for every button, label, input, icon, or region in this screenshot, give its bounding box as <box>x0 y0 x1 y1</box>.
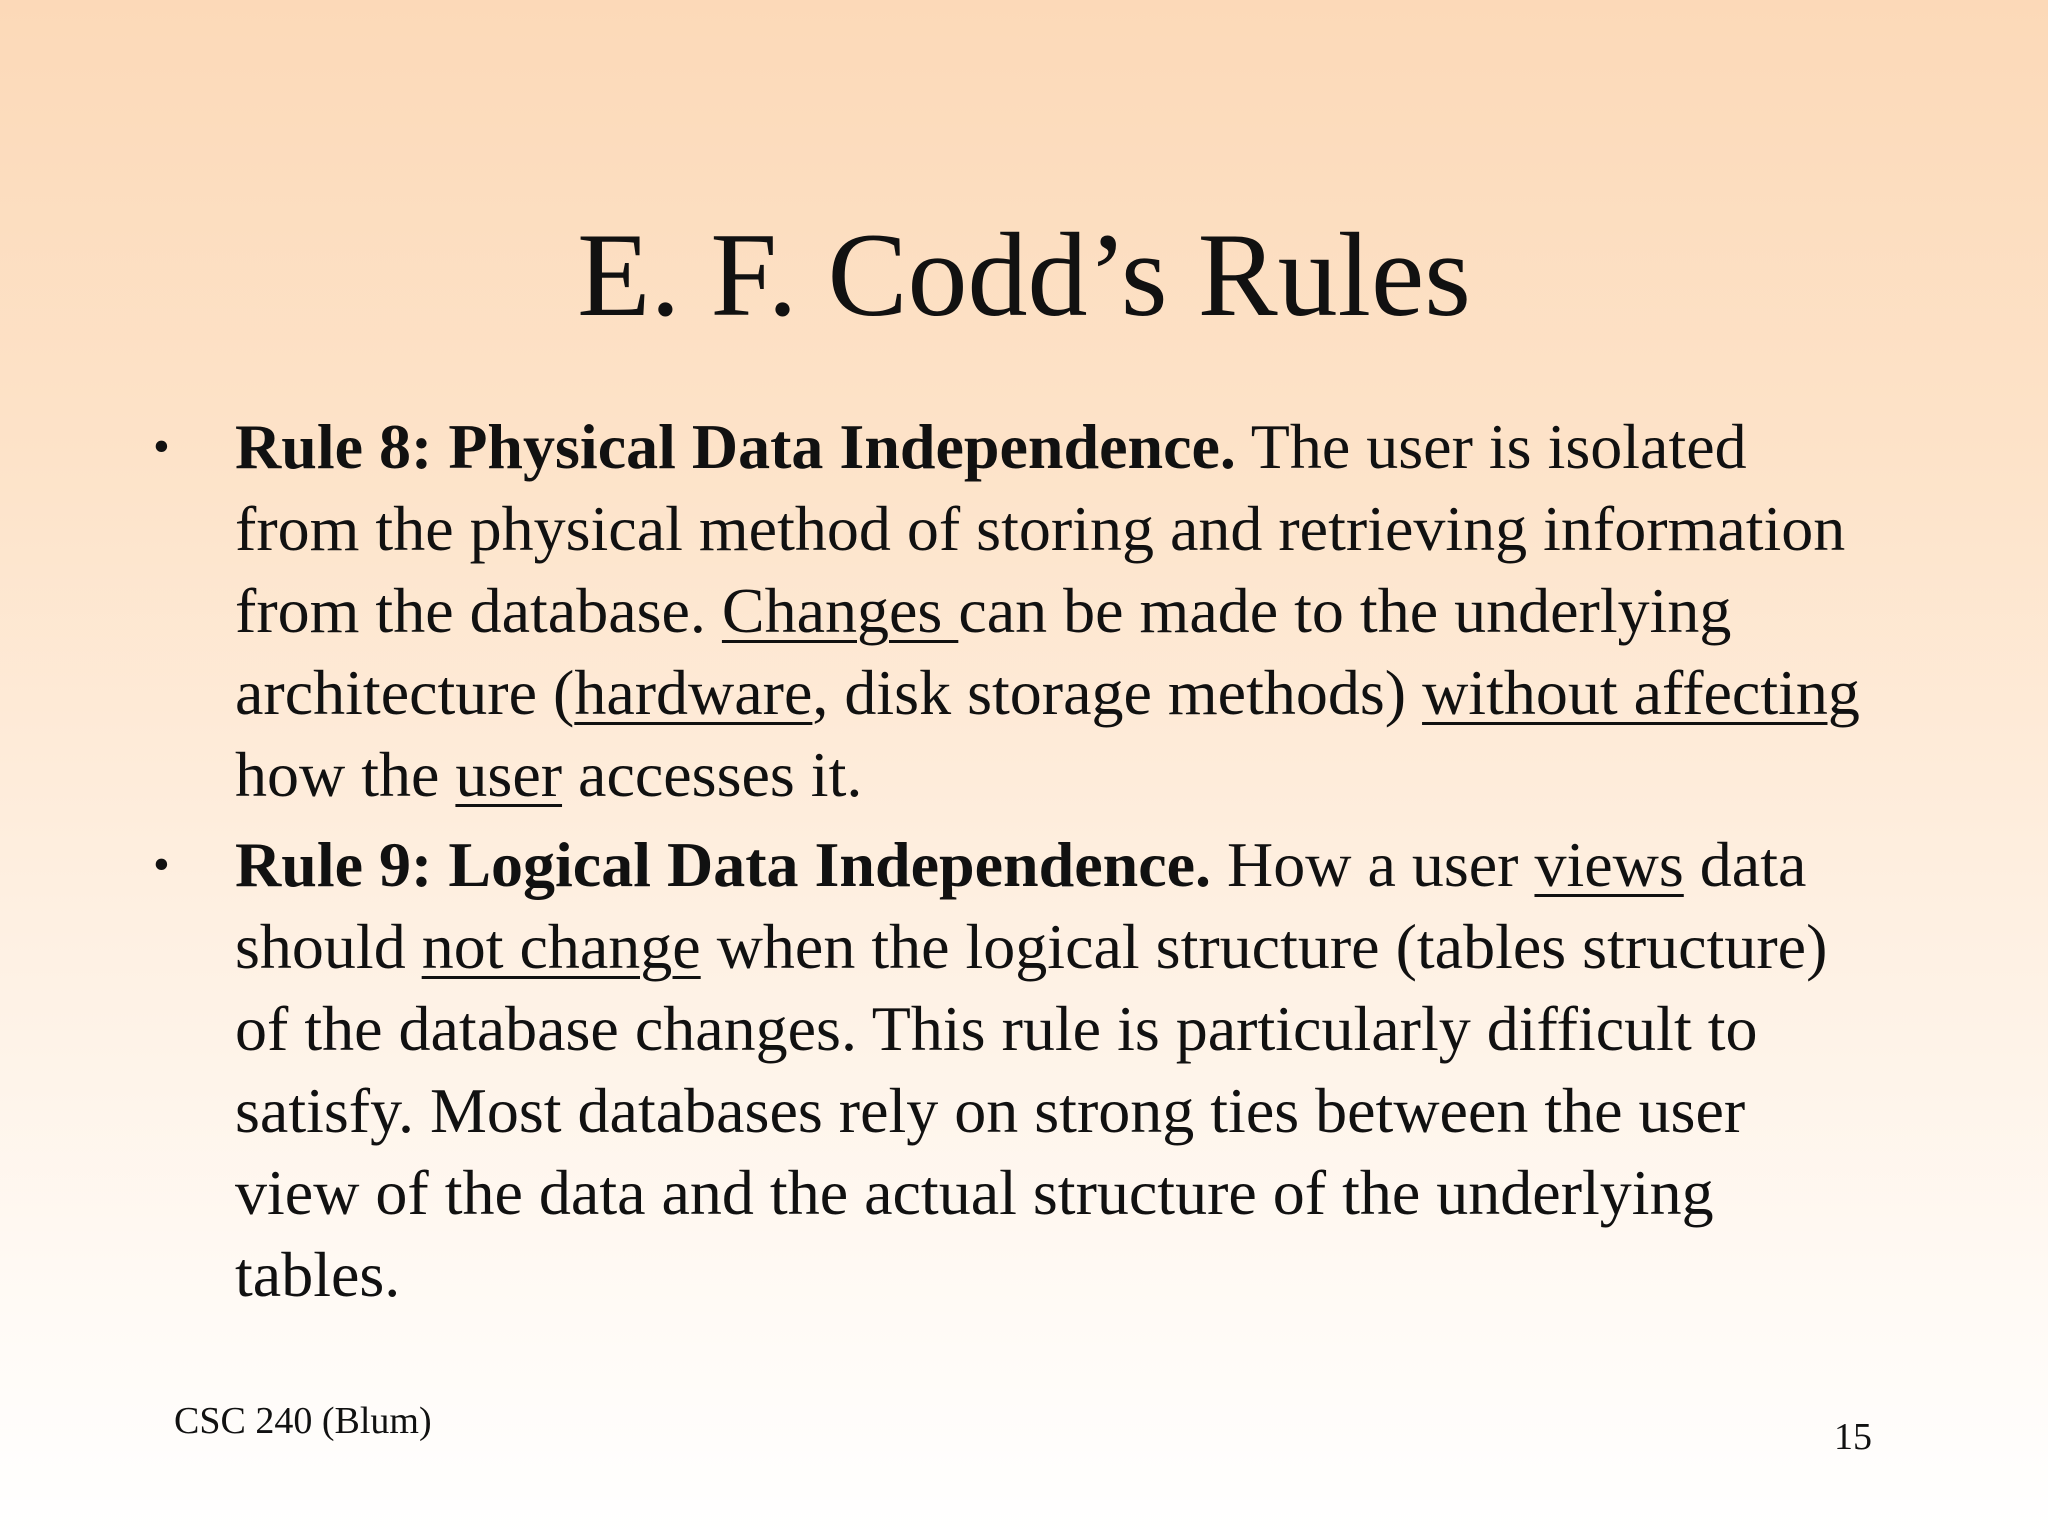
rule-9-underlined-views: views <box>1534 829 1684 900</box>
rule-8-text: can be made to the underlying architecture ( <box>235 575 1732 728</box>
bullet-rule-9 <box>153 824 1875 1316</box>
rule-8-underlined-changes: Changes <box>721 575 959 646</box>
bullet-icon: • <box>153 420 170 473</box>
rule-9-text: How a user <box>1211 829 1535 900</box>
bullet-list <box>153 406 1875 1324</box>
rule-8-text: accesses it. <box>562 739 863 810</box>
rule-8-underlined-without-affecting: without affecting <box>1422 657 1860 728</box>
rule-9-text: data should <box>235 829 1807 982</box>
rule-8-heading: Rule 8: Physical Data Independence. <box>235 411 1236 482</box>
rule-8-text: The user is isolated from the physical method of storing and retrieving information from the database. <box>235 411 1846 646</box>
footer-course: CSC 240 (Blum) <box>174 1400 432 1442</box>
rule-8-underlined-user: user <box>455 739 563 810</box>
rule-8-text: , disk storage methods) <box>812 657 1423 728</box>
bullet-icon: • <box>153 838 170 891</box>
rule-9-underlined-not-change: not change <box>421 911 701 982</box>
page-number: 15 <box>1834 1416 1872 1458</box>
bullet-rule-8 <box>153 406 1875 816</box>
rule-8-underlined-hardware: hardware <box>574 657 813 728</box>
rule-9-heading: Rule 9: Logical Data Independence. <box>235 829 1211 900</box>
rule-8-text: how the <box>235 739 456 810</box>
slide-title: E. F. Codd’s Rules <box>577 208 1471 341</box>
rule-9-text: when the logical structure (tables structure) of the database changes. This rule is particularly difficult to satisfy. Most databases rely on strong ties between the user view of the data and the actual structure of the underlying tables. <box>235 911 1828 1310</box>
